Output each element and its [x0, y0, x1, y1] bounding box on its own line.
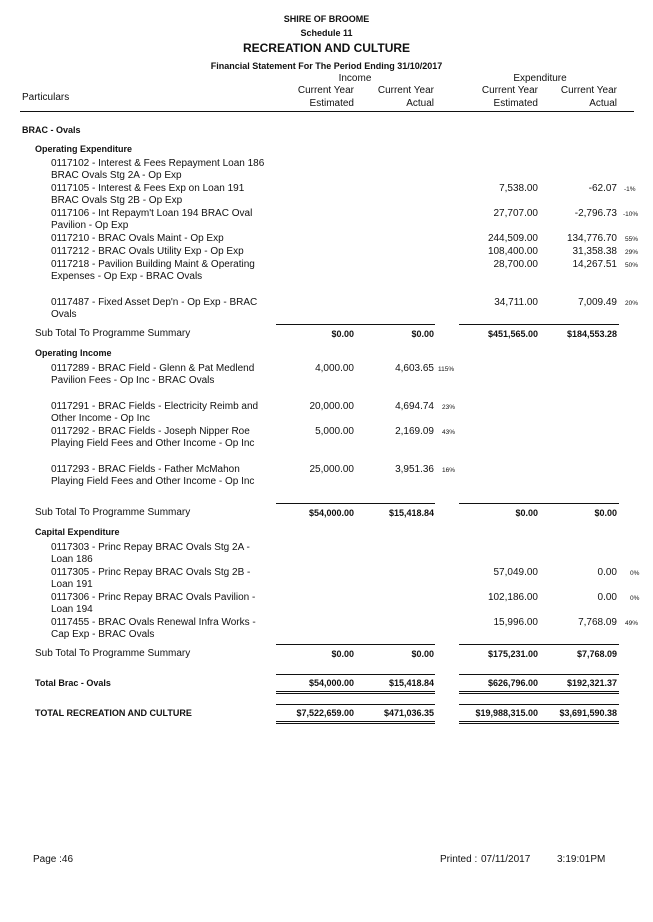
schedule-label: Schedule 11 — [300, 28, 353, 38]
total-brac-label: Total Brac - Ovals — [35, 678, 111, 688]
opinc-row-inc-pct: 43% — [442, 429, 456, 436]
opex-row-exp-pct: 20% — [625, 300, 639, 307]
col-exp-act-header-2: Actual — [589, 98, 617, 109]
total-brac-exp-act: $192,321.37 — [566, 678, 617, 688]
opex-row-exp-est: 34,711.00 — [494, 297, 538, 308]
opinc-row-desc: 0117292 - BRAC Fields - Joseph Nipper Roe Playing Field Fees and Other Income - Op Inc — [51, 426, 255, 449]
printed-date: 07/11/2017 — [481, 854, 531, 865]
total-rule — [459, 674, 539, 675]
col-exp-est-header-1: Current Year — [481, 85, 538, 96]
printed-label: Printed : — [440, 854, 478, 865]
subtotal-exp-act: $7,768.09 — [576, 649, 617, 659]
subtotal-inc-act: $15,418.84 — [388, 508, 434, 518]
opinc-row-inc-est: 4,000.00 — [315, 363, 354, 374]
capex-row-exp-act: 0.00 — [597, 592, 617, 603]
opex-row-exp-pct: 29% — [625, 249, 639, 256]
total-brac-inc-act: $15,418.84 — [388, 678, 434, 688]
grand-total-rule — [355, 704, 435, 705]
grand-total-inc-act: $471,036.35 — [383, 708, 434, 718]
printed-time: 3:19:01PM — [557, 854, 606, 865]
subtotal-rule — [276, 503, 355, 504]
page-subtitle: Financial Statement For The Period Ending 31/10/2017 — [210, 61, 443, 71]
total-brac-inc-est: $54,000.00 — [308, 678, 354, 688]
subtotal-rule — [355, 644, 435, 645]
opinc-row-inc-pct: 115% — [438, 366, 455, 373]
opinc-row-inc-est: 5,000.00 — [315, 426, 354, 437]
grand-total-label: TOTAL RECREATION AND CULTURE — [35, 708, 192, 718]
opex-row-exp-est: 108,400.00 — [487, 246, 538, 257]
opinc-row-inc-act: 2,169.09 — [395, 426, 434, 437]
opex-row-exp-pct: -1% — [624, 186, 636, 193]
subtotal-rule — [459, 324, 539, 325]
subtotal-label: Sub Total To Programme Summary — [35, 648, 191, 659]
capex-row-exp-pct: 49% — [625, 620, 639, 627]
opinc-row-desc: 0117291 - BRAC Fields - Electricity Reimb and Other Income - Op Inc — [51, 401, 259, 424]
col-inc-est-header-1: Current Year — [297, 85, 354, 96]
opinc-row-inc-pct: 23% — [442, 404, 456, 411]
subtotal-inc-act: $0.00 — [411, 649, 434, 659]
grand-total-double-rule — [459, 721, 539, 724]
subtotal-exp-est: $175,231.00 — [487, 649, 538, 659]
capex-row-exp-act: 0.00 — [597, 567, 617, 578]
subtotal-rule — [355, 324, 435, 325]
page-number: Page :46 — [33, 854, 74, 865]
section-title: BRAC - Ovals — [22, 125, 81, 135]
opex-row-exp-act: 14,267.51 — [572, 259, 617, 270]
particulars-header: Particulars — [22, 92, 70, 103]
opinc-row-inc-est: 25,000.00 — [309, 464, 354, 475]
opex-row-exp-act: 134,776.70 — [566, 233, 617, 244]
total-double-rule — [539, 691, 619, 694]
total-rule — [539, 674, 619, 675]
subtotal-rule — [459, 644, 539, 645]
subtotal-rule — [276, 324, 355, 325]
opex-row-desc: 0117105 - Interest & Fees Exp on Loan 191 BRAC Ovals Stg 2B - Op Exp — [51, 183, 245, 206]
subtotal-label: Sub Total To Programme Summary — [35, 328, 191, 339]
capex-row-desc: 0117455 - BRAC Ovals Renewal Infra Works - Cap Exp - BRAC Ovals — [51, 617, 256, 640]
subtotal-rule — [539, 644, 619, 645]
total-double-rule — [459, 691, 539, 694]
grand-total-rule — [276, 704, 355, 705]
subtotal-rule — [355, 503, 435, 504]
grand-total-exp-est: $19,988,315.00 — [475, 708, 538, 718]
subtotal-inc-est: $54,000.00 — [308, 508, 354, 518]
capex-row-exp-pct: 0% — [630, 570, 640, 577]
col-exp-act-header-1: Current Year — [560, 85, 617, 96]
opex-row-desc: 0117210 - BRAC Ovals Maint - Op Exp — [51, 233, 224, 244]
grand-total-double-rule — [276, 721, 355, 724]
opex-row-desc: 0117487 - Fixed Asset Dep'n - Op Exp - BRAC Ovals — [51, 297, 258, 320]
opinc-row-desc: 0117293 - BRAC Fields - Father McMahon Playing Field Fees and Other Income - Op Inc — [51, 464, 255, 487]
opex-row-exp-pct: 50% — [625, 262, 639, 269]
opex-row-desc: 0117212 - BRAC Ovals Utility Exp - Op Exp — [51, 246, 244, 257]
grand-total-rule — [459, 704, 539, 705]
col-inc-act-header-1: Current Year — [377, 85, 434, 96]
opex-row-desc: 0117106 - Int Repaym't Loan 194 BRAC Oval Pavilion - Op Exp — [51, 208, 253, 231]
opex-row-exp-act: -62.07 — [588, 183, 617, 194]
expenditure-header: Expenditure — [513, 73, 567, 84]
subtotal-inc-act: $0.00 — [411, 329, 434, 339]
opinc-row-inc-pct: 16% — [442, 467, 456, 474]
total-double-rule — [355, 691, 435, 694]
grand-total-exp-act: $3,691,590.38 — [559, 708, 617, 718]
col-exp-est-header-2: Estimated — [493, 98, 538, 109]
opex-row-exp-pct: -10% — [623, 211, 639, 218]
opex-row-exp-est: 7,538.00 — [499, 183, 538, 194]
opinc-row-desc: 0117289 - BRAC Field - Glenn & Pat Medlend Pavilion Fees - Op Inc - BRAC Ovals — [51, 363, 255, 386]
opex-row-exp-act: -2,796.73 — [574, 208, 617, 219]
subtotal-exp-est: $0.00 — [515, 508, 538, 518]
capex-row-desc: 0117305 - Princ Repay BRAC Ovals Stg 2B - Loan 191 — [51, 567, 251, 590]
subtotal-rule — [459, 503, 539, 504]
operating-expenditure-heading: Operating Expenditure — [35, 144, 133, 154]
subtotal-exp-act: $184,553.28 — [566, 329, 617, 339]
capex-row-desc: 0117306 - Princ Repay BRAC Ovals Pavilion - Loan 194 — [51, 592, 256, 615]
income-header: Income — [338, 73, 372, 84]
col-inc-est-header-2: Estimated — [309, 98, 354, 109]
subtotal-inc-est: $0.00 — [331, 649, 354, 659]
capex-row-exp-est: 102,186.00 — [487, 592, 538, 603]
capex-row-exp-est: 57,049.00 — [493, 567, 538, 578]
subtotal-rule — [539, 503, 619, 504]
subtotal-inc-est: $0.00 — [331, 329, 354, 339]
page-title: RECREATION AND CULTURE — [242, 41, 411, 55]
opex-row-exp-est: 28,700.00 — [493, 259, 538, 270]
col-inc-act-header-2: Actual — [406, 98, 434, 109]
capex-row-exp-est: 15,996.00 — [493, 617, 538, 628]
subtotal-rule — [276, 644, 355, 645]
total-brac-exp-est: $626,796.00 — [487, 678, 538, 688]
header-rule — [20, 111, 634, 112]
opex-row-exp-act: 7,009.49 — [578, 297, 617, 308]
grand-total-double-rule — [539, 721, 619, 724]
opinc-row-inc-act: 3,951.36 — [395, 464, 434, 475]
org-name: SHIRE OF BROOME — [283, 14, 370, 24]
opex-row-exp-pct: 55% — [625, 236, 639, 243]
operating-income-heading: Operating Income — [35, 348, 112, 358]
opinc-row-inc-act: 4,694.74 — [395, 401, 434, 412]
opex-row-desc: 0117102 - Interest & Fees Repayment Loan 186 BRAC Ovals Stg 2A - Op Exp — [51, 158, 265, 181]
opex-row-desc: 0117218 - Pavilion Building Maint & Operating Expenses - Op Exp - BRAC Ovals — [51, 259, 255, 282]
capex-row-exp-act: 7,768.09 — [578, 617, 617, 628]
capex-row-exp-pct: 0% — [630, 595, 640, 602]
subtotal-label: Sub Total To Programme Summary — [35, 507, 191, 518]
total-rule — [276, 674, 355, 675]
opex-row-exp-act: 31,358.38 — [572, 246, 617, 257]
subtotal-exp-act: $0.00 — [594, 508, 617, 518]
capex-row-desc: 0117303 - Princ Repay BRAC Ovals Stg 2A - Loan 186 — [51, 542, 250, 565]
opinc-row-inc-act: 4,603.65 — [395, 363, 434, 374]
grand-total-double-rule — [355, 721, 435, 724]
subtotal-rule — [539, 324, 619, 325]
capital-expenditure-heading: Capital Expenditure — [35, 527, 120, 537]
opex-row-exp-est: 244,509.00 — [487, 233, 538, 244]
total-double-rule — [276, 691, 355, 694]
opex-row-exp-est: 27,707.00 — [493, 208, 538, 219]
grand-total-rule — [539, 704, 619, 705]
grand-total-inc-est: $7,522,659.00 — [296, 708, 354, 718]
opinc-row-inc-est: 20,000.00 — [309, 401, 354, 412]
total-rule — [355, 674, 435, 675]
subtotal-exp-est: $451,565.00 — [487, 329, 538, 339]
